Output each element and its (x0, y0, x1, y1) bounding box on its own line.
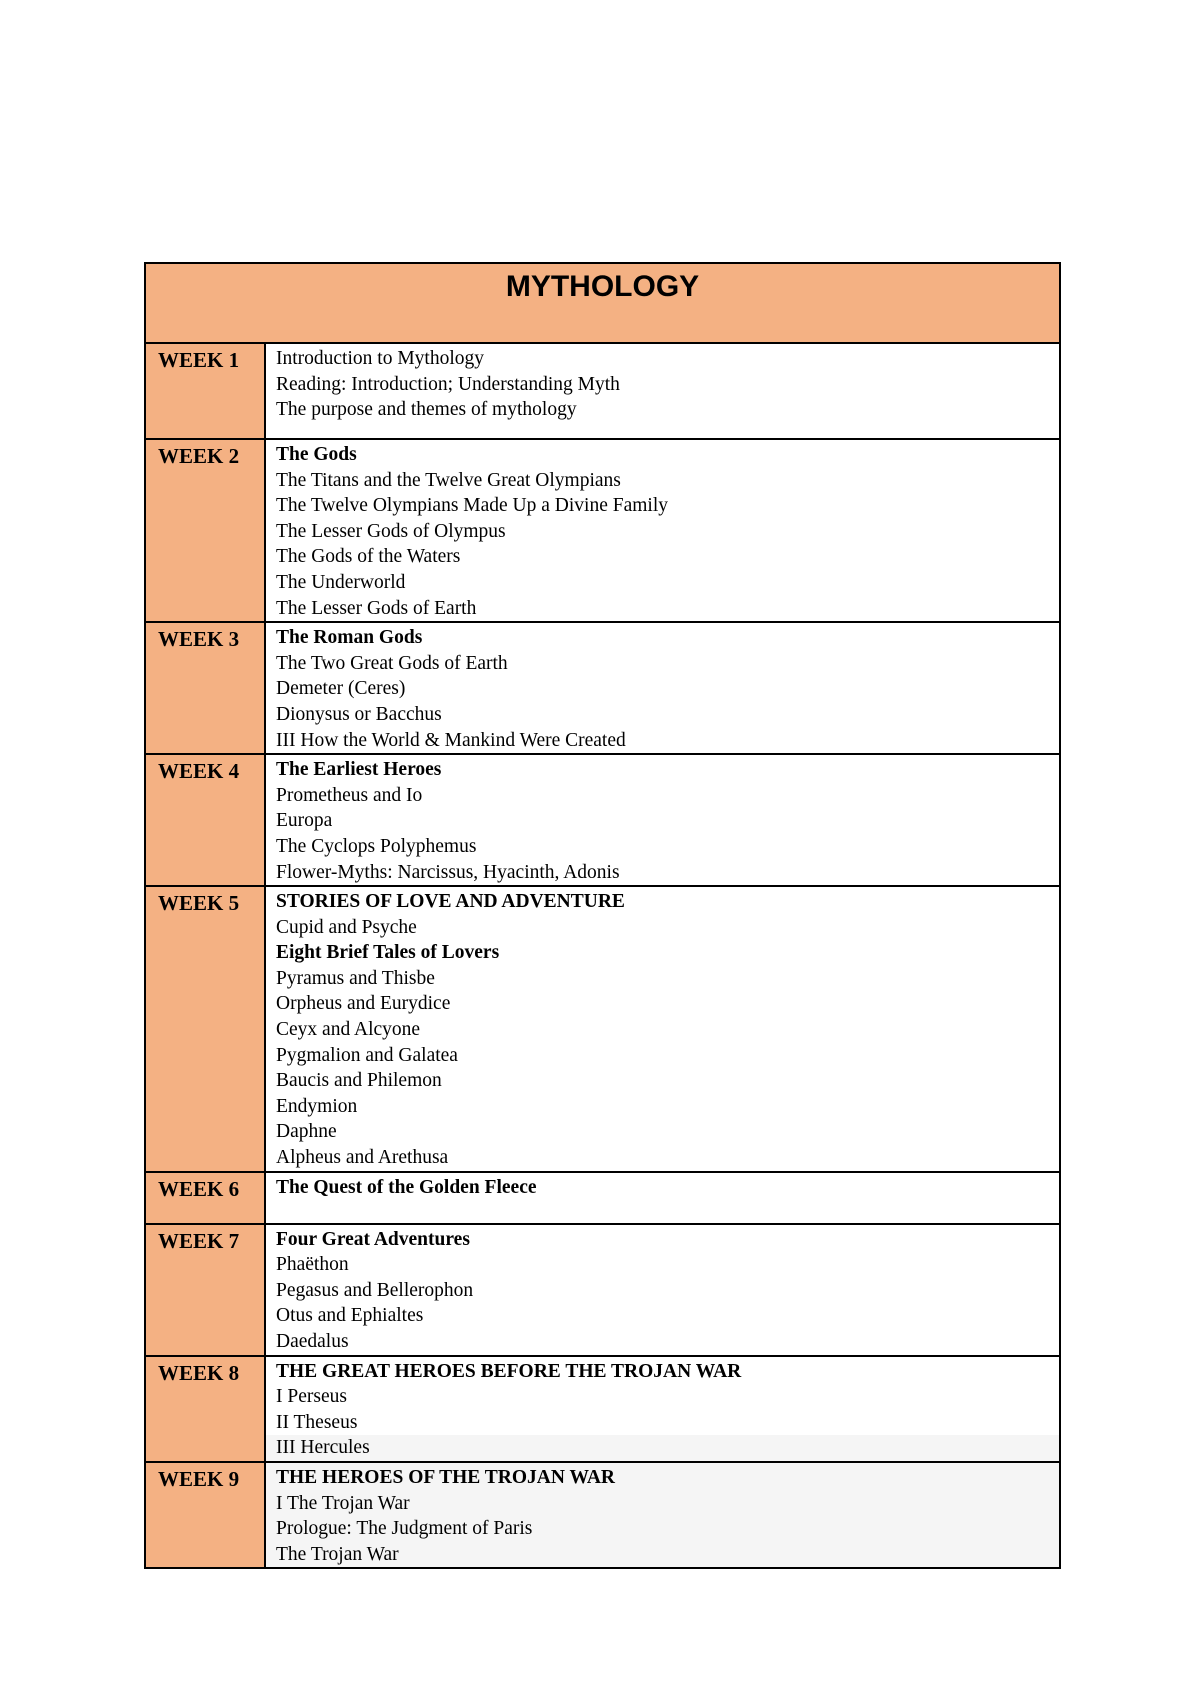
topic-item: I Perseus (276, 1386, 347, 1408)
topic-item: The Trojan War (276, 1543, 399, 1565)
topic-item: The Underworld (276, 571, 406, 593)
week-label: WEEK 5 (145, 886, 265, 1172)
week-topics (265, 343, 1060, 439)
topic-heading: The Gods (276, 444, 357, 465)
week-row (145, 1224, 1060, 1356)
week-label: WEEK 8 (145, 1356, 265, 1462)
title-row (145, 263, 1060, 343)
week-topics (265, 1172, 1060, 1224)
topic-item: Dionysus or Bacchus (276, 703, 442, 725)
topic-item: Flower-Myths: Narcissus, Hyacinth, Adonis (276, 861, 620, 883)
topic-item: The Cyclops Polyphemus (276, 835, 477, 857)
topic-item: The Lesser Gods of Olympus (276, 520, 506, 542)
topic-item: Pyramus and Thisbe (276, 967, 435, 989)
topic-item: Otus and Ephialtes (276, 1305, 424, 1327)
week-label: WEEK 6 (145, 1172, 265, 1224)
topic-item: Demeter (Ceres) (276, 678, 406, 700)
week-row (145, 1462, 1060, 1568)
topic-item: Alpheus and Arethusa (276, 1147, 449, 1169)
topic-item: Cupid and Psyche (276, 916, 417, 938)
topic-item: Reading: Introduction; Understanding Myth (276, 373, 620, 395)
week-topics (265, 1224, 1060, 1356)
topic-item: III How the World & Mankind Were Created (276, 729, 626, 751)
week-topics (265, 886, 1060, 1172)
topic-item: Phaëthon (276, 1254, 349, 1276)
topic-item: The Titans and the Twelve Great Olympians (276, 469, 621, 491)
week-topics (265, 1462, 1060, 1568)
week-topics (265, 1356, 1060, 1462)
week-topics (265, 754, 1060, 886)
week-label: WEEK 3 (145, 622, 265, 754)
week-label: WEEK 4 (145, 754, 265, 886)
topic-item: II Theseus (276, 1411, 358, 1433)
topic-item: Introduction to Mythology (276, 348, 484, 369)
topic-heading: THE HEROES OF THE TROJAN WAR (276, 1466, 615, 1488)
topic-heading: THE GREAT HEROES BEFORE THE TROJAN WAR (276, 1360, 742, 1382)
topic-heading: STORIES OF LOVE AND ADVENTURE (276, 891, 625, 913)
topic-item: Pygmalion and Galatea (276, 1044, 458, 1066)
week-row (145, 439, 1060, 622)
topic-item: Prologue: The Judgment of Paris (276, 1518, 533, 1540)
week-label: WEEK 9 (145, 1462, 265, 1568)
week-label: WEEK 1 (145, 343, 265, 439)
week-label: WEEK 2 (145, 439, 265, 622)
week-row (145, 1356, 1060, 1462)
week-row (145, 343, 1060, 439)
week-label: WEEK 7 (145, 1224, 265, 1356)
week-topics (265, 439, 1060, 622)
topic-item: Prometheus and Io (276, 784, 423, 806)
topic-item: I The Trojan War (276, 1492, 410, 1514)
topic-heading: Eight Brief Tales of Lovers (276, 942, 500, 964)
week-row (145, 754, 1060, 886)
topic-item: Pegasus and Bellerophon (276, 1279, 474, 1301)
topic-heading: The Quest of the Golden Fleece (276, 1176, 537, 1198)
topic-item: Baucis and Philemon (276, 1070, 442, 1092)
topic-item: III Hercules (266, 1435, 1059, 1461)
topic-heading: Four Great Adventures (276, 1228, 470, 1250)
week-row (145, 1172, 1060, 1224)
topic-heading: The Earliest Heroes (276, 759, 442, 781)
topic-item: The Two Great Gods of Earth (276, 652, 508, 674)
topic-item: Daedalus (276, 1331, 349, 1352)
week-row (145, 886, 1060, 1172)
topic-item: Endymion (276, 1095, 358, 1117)
topic-heading: The Roman Gods (276, 627, 423, 649)
topic-item: Orpheus and Eurydice (276, 993, 451, 1015)
week-topics (265, 622, 1060, 754)
topic-item: The purpose and themes of mythology (276, 399, 577, 421)
topic-item: The Gods of the Waters (276, 546, 461, 568)
topic-item: Daphne (276, 1121, 337, 1143)
table-title: MYTHOLOGY (145, 263, 1060, 343)
topic-item: Europa (276, 810, 333, 832)
topic-item: Ceyx and Alcyone (276, 1019, 421, 1041)
topic-item: The Lesser Gods of Earth (276, 597, 477, 619)
topic-item: The Twelve Olympians Made Up a Divine Family (276, 495, 668, 517)
week-row (145, 622, 1060, 754)
syllabus-table (144, 262, 1061, 1569)
